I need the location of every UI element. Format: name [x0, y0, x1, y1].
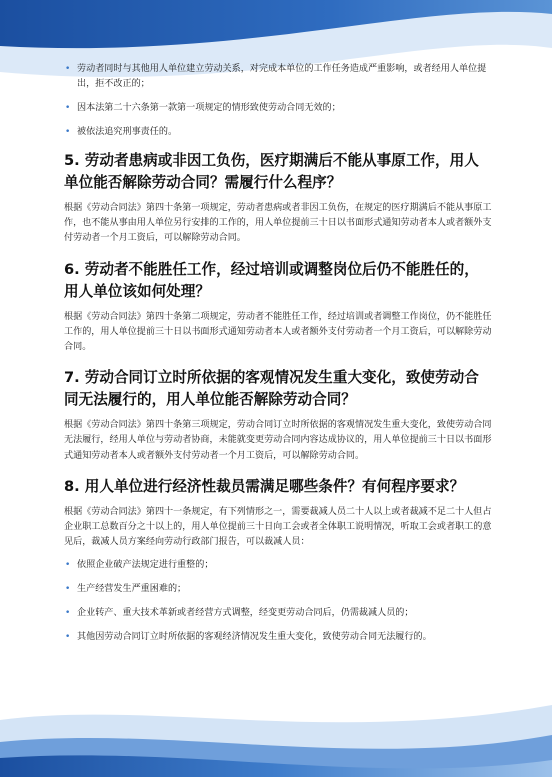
list-item-text: 其他因劳动合同订立时所依据的客观经济情况发生重大变化，致使劳动合同无法履行的。 [77, 632, 432, 643]
section-heading: 5. 劳动者患病或非因工负伤，医疗期满后不能从事原工作，用人单位能否解除劳动合同？需履行什么程序？ [64, 152, 479, 191]
section-heading: 6. 劳动者不能胜任工作，经过培训或调整岗位后仍不能胜任的，用人单位该如何处理？ [64, 260, 479, 300]
list-item-text: 依照企业破产法规定进行重整的； [77, 560, 214, 571]
bullet-dot-icon: • [65, 584, 71, 595]
document-content [64, 62, 492, 654]
list-item [64, 558, 492, 573]
list-item [64, 630, 492, 645]
section-8-bullet-list [64, 558, 492, 645]
bullet-dot-icon: • [65, 103, 71, 113]
bullet-dot-icon: • [65, 64, 71, 74]
section-5 [64, 150, 492, 247]
list-item [64, 62, 492, 92]
list-item-text: 劳动者同时与其他用人单位建立劳动关系，对完成本单位的工作任务造成严重影响，或者经用人单位提出，拒不改正的； [77, 64, 487, 89]
list-item [64, 582, 492, 597]
list-item [64, 606, 492, 621]
list-item-text: 企业转产、重大技术革新或者经营方式调整，经变更劳动合同后，仍需裁减人员的； [77, 608, 414, 619]
list-item-text: 因本法第二十六条第一款第一项规定的情形致使劳动合同无效的； [77, 103, 341, 113]
bullet-dot-icon: • [65, 127, 71, 137]
section-6 [64, 259, 492, 356]
section-7 [64, 367, 492, 464]
list-item [64, 125, 492, 140]
bullet-dot-icon: • [65, 632, 71, 643]
section-body: 根据《劳动合同法》第四十条第三项规定，劳动合同订立时所依据的客观情况发生重大变化，致使劳动合同无法履行，经用人单位与劳动者协商，未能就变更劳动合同内容达成协议的，用人单位提前三十日以书面形式通知劳动者本人或者额外支付劳动者一个月工资后，可以解除劳动合同。 [64, 420, 492, 461]
section-8 [64, 476, 492, 646]
list-item-text: 被依法追究刑事责任的。 [77, 127, 178, 137]
bullet-dot-icon: • [65, 560, 71, 571]
list-item-text: 生产经营发生严重困难的； [77, 584, 187, 595]
section-body: 根据《劳动合同法》第四十条第一项规定，劳动者患病或者非因工负伤，在规定的医疗期满后不能从事原工作，也不能从事由用人单位另行安排的工作的，用人单位提前三十日以书面形式通知劳动者本人或者额外支付劳动者一个月工资后，可以解除劳动合同。 [64, 203, 492, 244]
list-item [64, 101, 492, 116]
section-body: 根据《劳动合同法》第四十一条规定，有下列情形之一，需要裁减人员二十人以上或者裁减不足二十人但占企业职工总数百分之十以上的，用人单位提前三十日向工会或者全体职工说明情况，听取工会或者职工的意见后，裁减人员方案经向劳动行政部门报告，可以裁减人员： [64, 506, 492, 548]
section-heading: 7. 劳动合同订立时所依据的客观情况发生重大变化，致使劳动合同无法履行的，用人单位能否解除劳动合同？ [64, 369, 479, 409]
section-body: 根据《劳动合同法》第四十条第二项规定，劳动者不能胜任工作，经过培训或者调整工作岗位，仍不能胜任工作的，用人单位提前三十日以书面形式通知劳动者本人或者额外支付劳动者一个月工资后，可以解除劳动合同。 [64, 311, 492, 353]
section-heading: 8. 用人单位进行经济性裁员需满足哪些条件？有何程序要求？ [64, 477, 465, 495]
bullet-dot-icon: • [65, 608, 71, 619]
top-bullet-list [64, 62, 492, 140]
